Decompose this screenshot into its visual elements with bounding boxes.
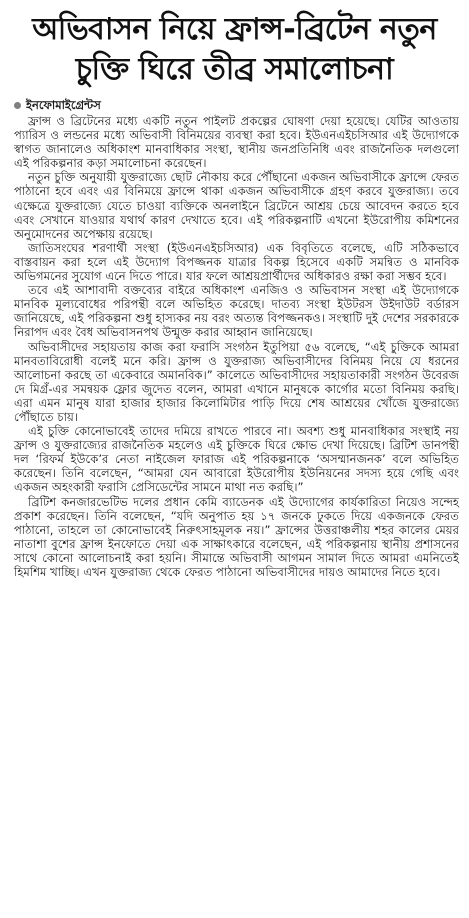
article-headline — [0, 0, 469, 90]
paragraph-2: নতুন চুক্তি অনুযায়ী যুক্তরাজ্যে ছোট নৌকায় করে পৌঁছানো একজন অভিবাসীকে ফ্রান্সে ফেরত পাঠানো হবে এবং এর বিনিময়ে ফ্রান্সে থাকা একজন অভিবাসীকে গ্রহণ করবে যুক্তরাজ্য। তবে এক্ষেত্রে যুক্তরাজ্যে যেতে চাওয়া ব্যক্তিকে অনলাইনে ব্রিটেনে আশ্রয় চেয়ে আবেদন করতে হবে এবং সেখানে যাওয়ার যথার্থ কারণ দেখাতে হবে। এই পরিকল্পনাটি এখনো ইউরোপীয় কমিশনের অনুমোদনের অপেক্ষায় রয়েছে। — [14, 170, 459, 241]
paragraph-4: তবে এই আশাবাদী বক্তব্যের বাইরে অধিকাংশ এনজিও ও অভিবাসন সংস্থা এই উদ্যোগকে মানবিক মূল্যবোধের পরিপন্থী বলে অভিহিত করেছে। দাতব্য সংস্থা ইউটরস উইদাউট বর্ডারস জানিয়েছে, এই পরিকল্পনা শুধু হাস্যকর নয় বরং অত্যন্ত বিপজ্জনকও। সংস্থাটি দুই দেশের সরকারকে নিরাপদ এবং বৈধ অভিবাসনপথ উন্মুক্ত করার আহ্বান জানিয়েছে। — [14, 283, 459, 340]
paragraph-7: ব্রিটিশ কনজারভেটিভ দলের প্রধান কেমি ব্যাডেনক এই উদ্যোগের কার্যকারিতা নিয়েও সন্দেহ প্রকাশ করেছেন। তিনি বলেছেন, “যদি অনুপাত হয় ১৭ জনকে ঢুকতে দিয়ে একজনকে ফেরত পাঠানো, তাহলে তা কোনোভাবেই নিরুৎসাহমূলক নয়।” ফ্রান্সের উত্তরাঞ্চলীয় শহর কালের মেয়র নাতাশা বুশের ফ্রান্স ইনফোতে দেয়া এক সাক্ষাৎকারে বলেছেন, এই পরিকল্পনায় স্থানীয় প্রশাসনের সাথে কোনো আলোচনাই করা হয়নি। সীমান্তে অভিবাসী আগমন সামাল দিতে আমরা এমনিতেই হিমশিম খাচ্ছি। এখন যুক্তরাজ্য থেকে ফেরত পাঠানো অভিবাসীদের দায়ও আমাদের নিতে হবে। — [14, 494, 459, 579]
article-body — [14, 114, 459, 579]
paragraph-5: অভিবাসীদের সহায়তায় কাজ করা ফরাসি সংগঠন ইতুপিয়া ৫৬ বলেছে, “এই চুক্তিকে আমরা মানবতাবিরোধী বলেই মনে করি। ফ্রান্স ও যুক্তরাজ্য অভিবাসীদের বিনিময় নিয়ে যে ধরনের আলোচনা করছে তা একেবারে অমানবিক।” কালেতে অভিবাসীদের সহায়তাকারী সংগঠন উবেরজ দে মিগ্রঁ-এর সমন্বয়ক ফ্লোর জুদেত বলেন, আমরা এখানে মানুষকে কার্গোর মতো বিনিময় করছি। এরা এমন মানুষ যারা হাজার হাজার কিলোমিটার পাড়ি দিয়ে শেষ আশ্রয়ের খোঁজে যুক্তরাজ্যে পৌঁছাতে চায়। — [14, 339, 459, 424]
paragraph-6: এই চুক্তি কোনোভাবেই তাদের দমিয়ে রাখতে পারবে না। অবশ্য শুধু মানবাধিকার সংস্থাই নয় ফ্রান্স ও যুক্তরাজ্যের রাজনৈতিক মহলেও এই চুক্তিকে ঘিরে ক্ষোভ দেখা দিয়েছে। ব্রিটিশ ডানপন্থী দল ‘রিফর্ম ইউকে’র নেতা নাইজেল ফারাজ এই পরিকল্পনাকে ‘অসম্মানজনক’ বলে অভিহিত করেছেন। তিনি বলেছেন, “আমরা যেন আবারো ইউরোপীয় ইউনিয়নের সদস্য হয়ে গেছি এবং একজন অহংকারী ফরাসি প্রেসিডেন্টের সামনে মাথা নত করছি।” — [14, 424, 459, 495]
headline-line-1: অভিবাসন নিয়ে ফ্রান্স-ব্রিটেন নতুন — [32, 12, 437, 47]
byline-source: ইনফোমাইগ্রেন্টস — [26, 98, 101, 112]
paragraph-3: জাতিসংঘের শরণার্থী সংস্থা (ইউএনএইচসিআর) এক বিবৃতিতে বলেছে, এটি সঠিকভাবে বাস্তবায়ন করা হলে এই উদ্যোগ বিপজ্জনক যাত্রার বিকল্প হিসেবে একটি সমন্বিত ও মানবিক অভিগমনের সুযোগ এনে দিতে পারে। যার ফলে আশ্রয়প্রার্থীদের অধিকারও রক্ষা করা সম্ভব হবে। — [14, 240, 459, 284]
bullet-dot-icon — [14, 102, 21, 109]
byline — [14, 98, 469, 112]
headline-line-2: চুক্তি ঘিরে তীব্র সমালোচনা — [75, 52, 394, 87]
paragraph-1: ফ্রান্স ও ব্রিটেনের মধ্যে একটি নতুন পাইলট প্রকল্পের ঘোষণা দেয়া হয়েছে। যেটির আওতায় প্যারিস ও লন্ডনের মধ্যে অভিবাসী বিনিময়ের ব্যবস্থা করা হবে। ইউএনএইচসিআর এই উদ্যোগকে স্বাগত জানালেও অধিকাংশ মানবাধিকার সংস্থা, স্থানীয় জনপ্রতিনিধি এবং রাজনৈতিক দলগুলো এই পরিকল্পনার কড়া সমালোচনা করেছেন। — [14, 114, 459, 171]
